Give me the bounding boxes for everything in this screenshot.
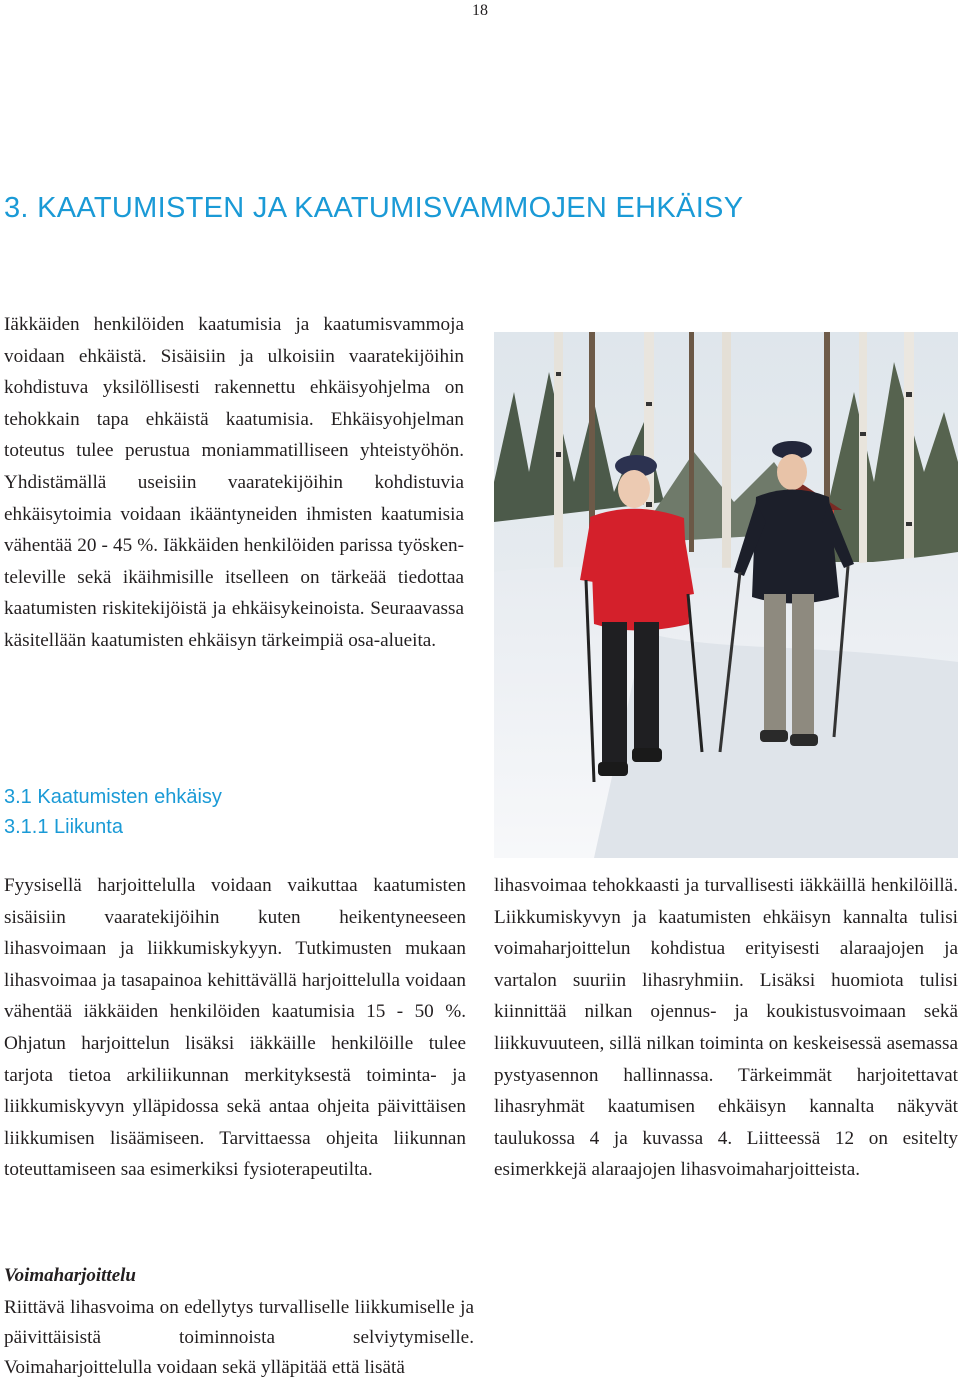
section-heading: 3.1 Kaatumisten ehkäisy [4,786,222,808]
chapter-title: 3. KAATUMISTEN JA KAATUMISVAMMOJEN EHKÄISY [4,192,744,224]
box-text: Riittävä lihasvoima on edellytys turvalliselle liikkumiselle ja päivittäisistä toiminnoista selviytymiselle. Voimaharjoittelulla voidaan sekä ylläpitää että lisätä [4,1297,474,1378]
body-right-column: lihasvoimaa tehokkaasti ja turvallisesti iäkkäillä henkilöillä. Liikkumiskyvyn ja kaatumisten ehkäisyn kannalta tulisi voimaharjoittelun kohdistua erityisesti alaraajojen ja vartalon suuriin lihasryhmiin. Lisäksi huomiota tulisi kiinnittää nilkan ojennus- ja koukistusvoimaan sekä liikkuvuuteen, sillä nilkan toiminta on keskeisessä asemassa pystyasennon hallinnassa. Tärkeimmät harjoitettavat lihasryhmät kaatumisen ehkäisyn kannalta näkyvät taulukossa 4 ja kuvassa 4. Liitteessä 12 on esitelty esimerkkejä alaraajojen lihasvoimaharjoitteista. [494,875,958,1181]
body-left-column: Fyysisellä harjoittelulla voidaan vaikuttaa kaatumisten sisäisiin vaaratekijöihin kuten heikentyneeseen lihasvoimaan ja liikkumiskykyyn. Tutkimusten mukaan lihasvoimaa ja tasapainoa kehittävällä harjoittelulla voidaan vähentää iäkkäiden henkilöiden kaatumisia 15 - 50 %. Ohjatun harjoittelun lisäksi iäkkäille henkilöille tulee tarjota tietoa arkiliikunnan merkityksestä toiminta- ja liikkumiskyvyn ylläpidossa sekä antaa ohjeita päivittäisen liikkumisen lisäämiseen. Tarvittaessa ohjeita liikunnan toteuttamiseen saa esimerkiksi fysioterapeutilta. [4,875,466,1181]
box-title: Voimaharjoittelu [4,1265,136,1286]
subsection-heading: 3.1.1 Liikunta [4,816,123,838]
page-number: 18 [472,2,488,19]
intro-paragraph: Iäkkäiden henkilöiden kaatumisia ja kaatumisvammoja voidaan ehkäistä. Sisäisiin ja ulkoisiin vaaratekijöihin kohdistuva yksilöllisesti rakennettu ehkäisyohjelma on tehokkain tapa ehkäistä kaatumisia. Ehkäisyohjelman toteutus tulee perustua moniammatilliseen yhteistyöhön. Yhdistämällä useisiin vaaratekijöihin kohdistuvia ehkäisytoimia voidaan ikääntyneiden ihmisten kaatumisia vähentää 20 - 45 %. Iäkkäiden henkilöiden parissa työskenteleville sekä ikäihmisille itselleen on tärkeää tiedottaa kaatumisten riskitekijöistä ja ehkäisykeinoista. Seuraavassa käsitellään kaatumisten ehkäisyn tärkeimpiä osa-alueita. [4,314,464,651]
photo-nordic-walking [494,332,958,858]
